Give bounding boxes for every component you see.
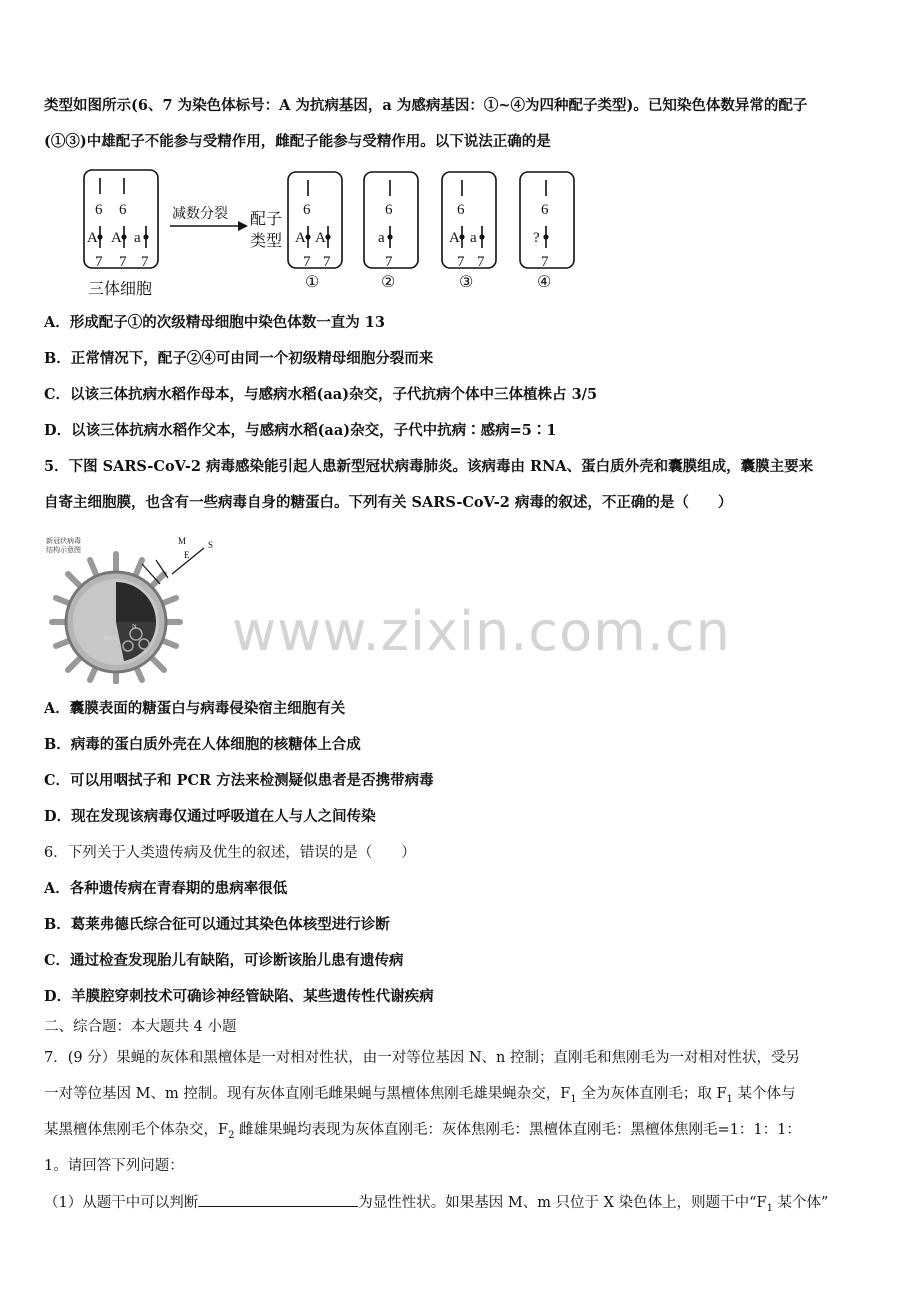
virus-caption: 结构示意图 bbox=[46, 546, 81, 554]
gamete-number: ④ bbox=[537, 274, 552, 291]
chrom-label: 6 bbox=[95, 202, 103, 218]
chrom-label: 7 bbox=[141, 254, 149, 270]
q7-line2: 一对等位基因 M、m 控制。现有灰体直刚毛雌果蝇与黑檀体焦刚毛雄果蝇杂交，$F_1$ 全为灰体直刚毛；取 $F_1$ 某个体与 bbox=[44, 1086, 796, 1105]
q4-stem-line1: 类型如图所示(6、7 为染色体标号：A 为抗病基因，a 为感病基因：①~④为四种配子类型)。已知染色体数异常的配子 bbox=[44, 97, 808, 114]
virus-label: S bbox=[208, 540, 214, 550]
chrom-label: 6 bbox=[385, 202, 393, 218]
q5-stem-line2: 自寄主细胞膜，也含有一些病毒自身的糖蛋白。下列有关 SARS-CoV-2 病毒的叙述，不正确的是（ ） bbox=[44, 494, 733, 511]
gamete-number: ③ bbox=[459, 274, 474, 291]
gene-label: A bbox=[315, 230, 326, 246]
gene-label: A bbox=[449, 230, 460, 246]
chrom-label: 7 bbox=[477, 254, 485, 270]
q7-line3: 某黑檀体焦刚毛个体杂交，$F_2$ 雌雄果蝇均表现为灰体直刚毛：灰体焦刚毛：黑檀体直刚毛：黑檀体焦刚毛=1：1：1： bbox=[44, 1122, 801, 1141]
chrom-label: 7 bbox=[95, 254, 103, 270]
chrom-label: 7 bbox=[541, 254, 549, 270]
gene-label: A bbox=[87, 230, 98, 246]
chrom-label: 7 bbox=[119, 254, 127, 270]
answer-blank[interactable] bbox=[198, 1191, 358, 1207]
q5-stem-line1: 5．下图 SARS-CoV-2 病毒感染能引起人患新型冠状病毒肺炎。该病毒由 RNA、蛋白质外壳和囊膜组成，囊膜主要来 bbox=[44, 458, 814, 475]
chrom-label: 7 bbox=[457, 254, 465, 270]
chrom-label: 6 bbox=[541, 202, 549, 218]
chrom-label: 7 bbox=[385, 254, 393, 270]
arrow-label: 减数分裂 bbox=[172, 207, 228, 222]
q6-option-d: D．羊膜腔穿刺技术可确诊神经管缺陷、某些遗传性代谢疾病 bbox=[44, 988, 434, 1005]
chrom-label: 7 bbox=[303, 254, 311, 270]
virus-label: RNA bbox=[104, 635, 118, 642]
virus-caption: 新冠状病毒 bbox=[46, 537, 81, 545]
gene-label: A bbox=[111, 230, 122, 246]
q6-option-b: B．葛莱弗德氏综合征可以通过其染色体核型进行诊断 bbox=[44, 916, 390, 933]
gene-label: a bbox=[378, 230, 385, 246]
q4-option-a: A．形成配子①的次级精母细胞中染色体数一直为 13 bbox=[44, 314, 385, 331]
q5-option-d: D．现在发现该病毒仅通过呼吸道在人与人之间传染 bbox=[44, 808, 376, 825]
q6-option-a: A．各种遗传病在青春期的患病率很低 bbox=[44, 880, 288, 897]
chrom-label: 6 bbox=[457, 202, 465, 218]
q6-stem: 6．下列关于人类遗传病及优生的叙述，错误的是（ ） bbox=[44, 845, 416, 861]
gamete-label: 配子 bbox=[250, 211, 283, 228]
q6-option-c: C．通过检查发现胎儿有缺陷，可诊断该胎儿患有遗传病 bbox=[44, 952, 404, 969]
section-heading: 二、综合题：本大题共 4 小题 bbox=[44, 1019, 237, 1035]
chrom-label: 6 bbox=[119, 202, 127, 218]
q4-stem-line2: (①③)中雄配子不能参与受精作用，雌配子能参与受精作用。以下说法正确的是 bbox=[44, 133, 551, 150]
q5-option-c: C．可以用咽拭子和 PCR 方法来检测疑似患者是否携带病毒 bbox=[44, 772, 434, 789]
gene-label: ? bbox=[533, 230, 540, 246]
chrom-label: 7 bbox=[323, 254, 331, 270]
q5-option-a: A．囊膜表面的糖蛋白与病毒侵染宿主细胞有关 bbox=[44, 700, 346, 717]
q4-figure bbox=[78, 166, 590, 300]
gene-label: A bbox=[295, 230, 306, 246]
q7-line1: 7．(9 分）果蝇的灰体和黑檀体是一对相对性状，由一对等位基因 N、n 控制；直刚毛和焦刚毛为一对相对性状，受另 bbox=[44, 1050, 800, 1066]
q7-line5: （1）从题干中可以判断 为显性性状。如果基因 M、m 只位于 X 染色体上，则题干中“$F_1$ 某个体” bbox=[44, 1191, 880, 1220]
gamete-number: ① bbox=[305, 274, 320, 291]
gamete-number: ② bbox=[381, 274, 396, 291]
watermark: www.zixin.com.cn bbox=[232, 600, 731, 663]
cell-label: 三体细胞 bbox=[88, 281, 153, 298]
q4-option-d: D．以该三体抗病水稻作父本，与感病水稻(aa)杂交，子代中抗病∶感病=5∶1 bbox=[44, 422, 557, 439]
virus-label: N bbox=[132, 623, 137, 630]
gene-label: a bbox=[134, 230, 141, 246]
q4-option-b: B．正常情况下，配子②④可由同一个初级精母细胞分裂而来 bbox=[44, 350, 434, 367]
virus-label: E bbox=[184, 550, 190, 560]
virus-label: M bbox=[178, 536, 187, 546]
q7-line4: 1。请回答下列问题： bbox=[44, 1158, 184, 1174]
q4-option-c: C．以该三体抗病水稻作母本，与感病水稻(aa)杂交，子代抗病个体中三体植株占 3/5 bbox=[44, 386, 598, 403]
gamete-label: 类型 bbox=[250, 233, 283, 250]
gene-label: a bbox=[470, 230, 477, 246]
q5-option-b: B．病毒的蛋白质外壳在人体细胞的核糖体上合成 bbox=[44, 736, 361, 753]
virus-figure bbox=[44, 534, 224, 684]
chrom-label: 6 bbox=[303, 202, 311, 218]
